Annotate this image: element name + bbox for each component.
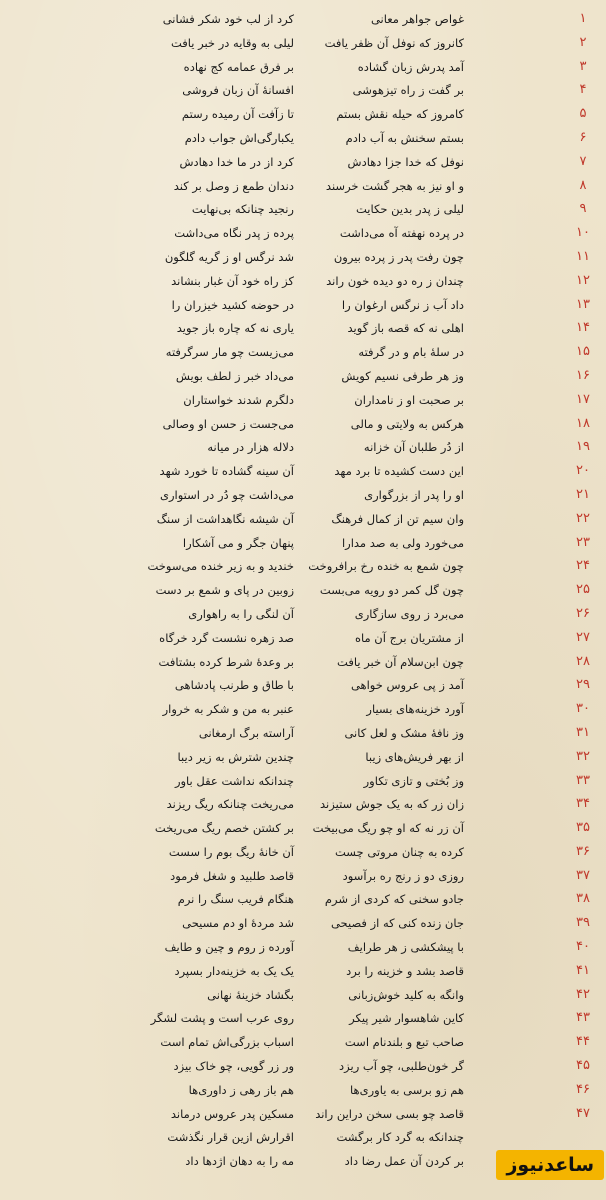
- verse-number: ۳۳: [576, 772, 590, 788]
- verse-number: ۴۳: [576, 1010, 590, 1026]
- second-hemistich: قاصد طلبید و شغل فرمود: [170, 868, 294, 883]
- first-hemistich: وز نافهٔ مشک و لعل کانی: [344, 725, 464, 740]
- first-hemistich: بر کردن آن عمل رضا داد: [344, 1154, 464, 1169]
- verse-number: ۱۷: [576, 391, 590, 407]
- verse-number: ۲۴: [576, 558, 590, 574]
- second-hemistich: می‌ریخت چنانکه ریگ ریزند: [166, 797, 294, 812]
- first-hemistich: چون شمع به خنده رخ برافروخت: [308, 559, 464, 574]
- first-hemistich: می‌خورد ولی به صد مدارا: [341, 535, 464, 550]
- first-hemistich: این دست کشیده تا برد مهد: [334, 464, 464, 479]
- second-hemistich: بگشاد خزینهٔ نهانی: [207, 987, 294, 1002]
- verse-number: ۲۳: [576, 534, 590, 550]
- first-hemistich: جادو سخنی که کردی از شرم: [324, 892, 464, 907]
- verse-row: [0, 103, 606, 127]
- first-hemistich: لیلی ز پدر بدین حکایت: [356, 202, 464, 217]
- verse-number: ۴: [579, 82, 587, 98]
- verse-number: ۴۵: [576, 1058, 590, 1074]
- first-hemistich: زان زر که به یک جوش ستیزند: [320, 797, 464, 812]
- second-hemistich: افسانهٔ آن زبان فروشی: [182, 83, 294, 98]
- verse-number: ۳: [579, 58, 587, 74]
- second-hemistich: می‌جست ز حسن او وصالی: [162, 416, 294, 431]
- verse-row: [0, 793, 606, 817]
- verse-row: [0, 1103, 606, 1127]
- verse-row: [0, 651, 606, 675]
- second-hemistich: مسکین پدر عروس درماند: [170, 1106, 294, 1121]
- verse-row: [0, 246, 606, 270]
- second-hemistich: آن خانهٔ ریگ بوم را سست: [168, 844, 294, 859]
- verse-number: ۲۰: [576, 463, 590, 479]
- verse-number: ۲۹: [576, 677, 590, 693]
- verse-row: [0, 960, 606, 984]
- verse-number: ۲۱: [576, 486, 590, 502]
- verse-number: ۵: [579, 106, 587, 122]
- second-hemistich: روی عرب است و پشت لشگر: [150, 1011, 294, 1026]
- second-hemistich: با طاق و طرنب پادشاهی: [174, 678, 294, 693]
- verse-row: [0, 746, 606, 770]
- first-hemistich: آمد ز پی عروس خواهی: [350, 678, 464, 693]
- verse-row: [0, 532, 606, 556]
- second-hemistich: آورده ز روم و چین و طایف: [164, 940, 294, 955]
- first-hemistich: و او نیز به هجر گشت خرسند: [325, 178, 464, 193]
- verse-number: ۳۶: [576, 843, 590, 859]
- verse-row: [0, 1031, 606, 1055]
- first-hemistich: قاصد چو بسی سخن دراین راند: [315, 1106, 464, 1121]
- verse-row: [0, 32, 606, 56]
- verse-number: ۲: [579, 34, 587, 50]
- verse-number: ۴۴: [576, 1034, 590, 1050]
- verse-row: [0, 151, 606, 175]
- first-hemistich: از دُر طلبان آن خزانه: [363, 440, 464, 455]
- verse-row: [0, 365, 606, 389]
- verse-number: ۳۵: [576, 820, 590, 836]
- verse-number: ۳۴: [576, 796, 590, 812]
- first-hemistich: چندان ز ره دو دیده خون راند: [326, 273, 464, 288]
- verse-row: [0, 936, 606, 960]
- first-hemistich: بر صحبت او ز نامداران: [354, 392, 464, 407]
- verse-row: [0, 175, 606, 199]
- second-hemistich: زوبین در پای و شمع بر دست: [155, 583, 294, 598]
- verse-number: ۲۷: [576, 629, 590, 645]
- verse-row: [0, 912, 606, 936]
- verse-row: [0, 603, 606, 627]
- second-hemistich: یکبارگی‌اش جواب دادم: [184, 130, 294, 145]
- second-hemistich: مه را به دهان اژدها داد: [185, 1154, 294, 1169]
- verse-number: ۳۱: [576, 724, 590, 740]
- second-hemistich: آن لنگی را به راهواری: [188, 606, 294, 621]
- verse-row: [0, 56, 606, 80]
- verse-row: [0, 579, 606, 603]
- verse-number: ۱۳: [576, 296, 590, 312]
- first-hemistich: وان سیم تن از کمال فرهنگ: [331, 511, 464, 526]
- first-hemistich: آمد پدرش زبان گشاده: [357, 59, 464, 74]
- first-hemistich: هم زو برسی به یاوری‌ها: [350, 1082, 464, 1097]
- first-hemistich: در سلهٔ بام و در گرفته: [358, 345, 464, 360]
- second-hemistich: پنهان جگر و می آشکارا: [182, 535, 294, 550]
- first-hemistich: بر گفت ز راه تیزهوشی: [352, 83, 464, 98]
- verse-number: ۴۱: [576, 962, 590, 978]
- verse-number: ۳۲: [576, 748, 590, 764]
- first-hemistich: وانگه به کلید خوش‌زبانی: [348, 987, 464, 1002]
- verse-row: [0, 865, 606, 889]
- second-hemistich: در حوضه کشید خیزران را: [171, 297, 294, 312]
- first-hemistich: گر خون‌طلبی، چو آب ریزد: [339, 1059, 464, 1074]
- second-hemistich: یاری نه که چاره باز جوید: [176, 321, 294, 336]
- second-hemistich: کرد از در ما خدا دهادش: [179, 154, 294, 169]
- first-hemistich: وز هر طرفی نسیم کویش: [341, 368, 464, 383]
- second-hemistich: هم باز رهی ز داوری‌ها: [188, 1082, 294, 1097]
- second-hemistich: آن سینه گشاده تا خورد شهد: [159, 464, 294, 479]
- verse-number: ۴۲: [576, 986, 590, 1002]
- verse-number: ۲۵: [576, 582, 590, 598]
- verse-number: ۱۱: [576, 248, 590, 264]
- first-hemistich: کامروز که حیله نقش بستم: [336, 107, 464, 122]
- verse-row: [0, 674, 606, 698]
- verse-number: ۱۴: [576, 320, 590, 336]
- verse-number: ۳۷: [576, 867, 590, 883]
- verse-number: ۱۶: [576, 367, 590, 383]
- first-hemistich: از مشتریان برج آن ماه: [354, 630, 464, 645]
- first-hemistich: اهلی نه که قصه باز گوید: [347, 321, 464, 336]
- second-hemistich: چندین شترش به زیر دیبا: [177, 749, 294, 764]
- verse-row: [0, 627, 606, 651]
- verse-row: [0, 555, 606, 579]
- verse-row: [0, 341, 606, 365]
- first-hemistich: چون ابن‌سلام آن خبر یافت: [337, 654, 464, 669]
- verse-number: ۱: [579, 11, 587, 26]
- verse-row: [0, 484, 606, 508]
- second-hemistich: خندید و به زیر خنده می‌سوخت: [147, 559, 294, 574]
- verse-number: ۱۰: [576, 225, 590, 241]
- verse-row: [0, 389, 606, 413]
- verse-row: [0, 198, 606, 222]
- second-hemistich: عنبر به من و شکر به خروار: [162, 702, 294, 717]
- verse-row: [0, 79, 606, 103]
- first-hemistich: چون رفت پدر ز پرده بیرون: [333, 249, 464, 264]
- verse-row: [0, 460, 606, 484]
- second-hemistich: بر کشتن خصم ریگ می‌ریخت: [154, 821, 294, 836]
- first-hemistich: کاین شاهسوار شیر پیکر: [349, 1011, 464, 1026]
- verse-row: [0, 436, 606, 460]
- verse-number: ۲۲: [576, 510, 590, 526]
- verse-number: ۴۷: [576, 1105, 590, 1121]
- verse-number: ۶: [579, 129, 587, 145]
- first-hemistich: کرده به چنان مروتی چست: [335, 844, 464, 859]
- second-hemistich: ور زر گویی، چو خاک بیزد: [173, 1059, 294, 1074]
- first-hemistich: غواص جواهر معانی: [370, 12, 464, 26]
- second-hemistich: پرده ز پدر نگاه می‌داشت: [174, 226, 294, 241]
- first-hemistich: او را پدر از بزرگواری: [364, 487, 464, 502]
- second-hemistich: آراسته برگ ارمغانی: [198, 725, 294, 740]
- second-hemistich: می‌داد خبر ز لطف بویش: [175, 368, 294, 383]
- second-hemistich: بر وعدهٔ شرط کرده بشتافت: [158, 654, 294, 669]
- verse-row: [0, 984, 606, 1008]
- second-hemistich: دلاله هزار در میانه: [207, 440, 294, 455]
- verse-number: ۷: [579, 153, 587, 169]
- second-hemistich: می‌داشت چو دُر در استواری: [159, 487, 294, 502]
- first-hemistich: کانروز که نوفل آن ظفر یافت: [324, 35, 464, 50]
- verse-list: [0, 8, 606, 1174]
- second-hemistich: رنجید چنانکه بی‌نهایت: [191, 202, 294, 217]
- first-hemistich: چندانکه به گرد کار برگشت: [336, 1130, 464, 1145]
- second-hemistich: آن شیشه نگاهداشت از سنگ: [156, 511, 294, 526]
- first-hemistich: صاحب تبع و بلندنام است: [344, 1035, 464, 1050]
- first-hemistich: قاصد بشد و خزینه را برد: [346, 963, 464, 978]
- second-hemistich: بر فرق عمامه کج نهاده: [183, 59, 294, 74]
- verse-row: [0, 508, 606, 532]
- verse-number: ۴۶: [576, 1081, 590, 1097]
- verse-number: ۳۰: [576, 701, 590, 717]
- verse-row: [0, 270, 606, 294]
- verse-row: [0, 413, 606, 437]
- verse-row: [0, 1126, 606, 1150]
- verse-number: ۳۸: [576, 891, 590, 907]
- verse-row: [0, 317, 606, 341]
- verse-row: [0, 1079, 606, 1103]
- verse-number: ۲۶: [576, 605, 590, 621]
- second-hemistich: شد مردهٔ او دم مسیحی: [182, 916, 294, 931]
- first-hemistich: آورد خزینه‌های بسیار: [366, 702, 464, 717]
- verse-number: ۸: [579, 177, 587, 193]
- verse-row: [0, 127, 606, 151]
- second-hemistich: اقرارش ازین قرار نگذشت: [167, 1130, 294, 1145]
- verse-row: [0, 888, 606, 912]
- first-hemistich: هرکس به ولایتی و مالی: [350, 416, 464, 431]
- first-hemistich: وز بُختی و تازی تکاور: [363, 773, 464, 788]
- second-hemistich: هنگام فریب سنگ را نرم: [177, 892, 294, 907]
- saednews-logo: ساعدنیوز: [496, 1150, 604, 1180]
- verse-number: ۱۸: [576, 415, 590, 431]
- second-hemistich: صد زهره نشست گرد خرگاه: [159, 630, 294, 645]
- second-hemistich: چندانکه نداشت عقل باور: [174, 773, 294, 788]
- first-hemistich: نوفل که خدا جزا دهادش: [347, 154, 464, 169]
- verse-number: ۴۰: [576, 939, 590, 955]
- verse-row: [0, 841, 606, 865]
- verse-row: [0, 1007, 606, 1031]
- second-hemistich: می‌زیست چو مار سرگرفته: [165, 345, 294, 360]
- second-hemistich: شد نرگس او ز گریه گلگون: [164, 249, 294, 264]
- verse-row: [0, 817, 606, 841]
- verse-row: [0, 1055, 606, 1079]
- first-hemistich: در پرده نهفته آه می‌داشت: [339, 226, 464, 241]
- second-hemistich: تا زآفت آن رمیده رستم: [181, 107, 294, 122]
- first-hemistich: روزی دو ز رنج ره برآسود: [342, 868, 464, 883]
- verse-number: ۹: [579, 201, 587, 217]
- second-hemistich: اسباب بزرگی‌اش تمام است: [160, 1035, 294, 1050]
- first-hemistich: چون گل کمر دو رویه می‌بست: [319, 583, 464, 598]
- first-hemistich: جان زنده کنی که از فصیحی: [330, 916, 464, 931]
- verse-number: ۱۹: [576, 439, 590, 455]
- first-hemistich: بستم سخنش به آب دادم: [345, 130, 464, 145]
- verse-row: [0, 8, 606, 32]
- verse-number: ۱۵: [576, 344, 590, 360]
- second-hemistich: کرد از لب خود شکر فشانی: [162, 12, 294, 26]
- verse-number: ۳۹: [576, 915, 590, 931]
- verse-row: [0, 222, 606, 246]
- second-hemistich: دندان طمع ز وصل بر کند: [173, 178, 294, 193]
- verse-row: [0, 294, 606, 318]
- second-hemistich: دلگرم شدند خواستاران: [183, 392, 294, 407]
- first-hemistich: داد آب ز نرگس ارغوان را: [341, 297, 464, 312]
- second-hemistich: یک یک به خزینه‌دار بسپرد: [174, 963, 294, 978]
- verse-row: [0, 698, 606, 722]
- first-hemistich: می‌برد ز روی سازگاری: [354, 606, 464, 621]
- first-hemistich: با پیشکشی ز هر طرایف: [347, 940, 464, 955]
- second-hemistich: کز راه خود آن غبار بنشاند: [171, 273, 294, 288]
- verse-number: ۱۲: [576, 272, 590, 288]
- first-hemistich: از بهر فریش‌های زیبا: [365, 749, 464, 764]
- first-hemistich: آن زر نه که او چو ریگ می‌بیخت: [312, 821, 464, 836]
- verse-row: [0, 770, 606, 794]
- verse-number: ۲۸: [576, 653, 590, 669]
- second-hemistich: لیلی به وقایه در خبر یافت: [170, 35, 294, 50]
- verse-row: [0, 722, 606, 746]
